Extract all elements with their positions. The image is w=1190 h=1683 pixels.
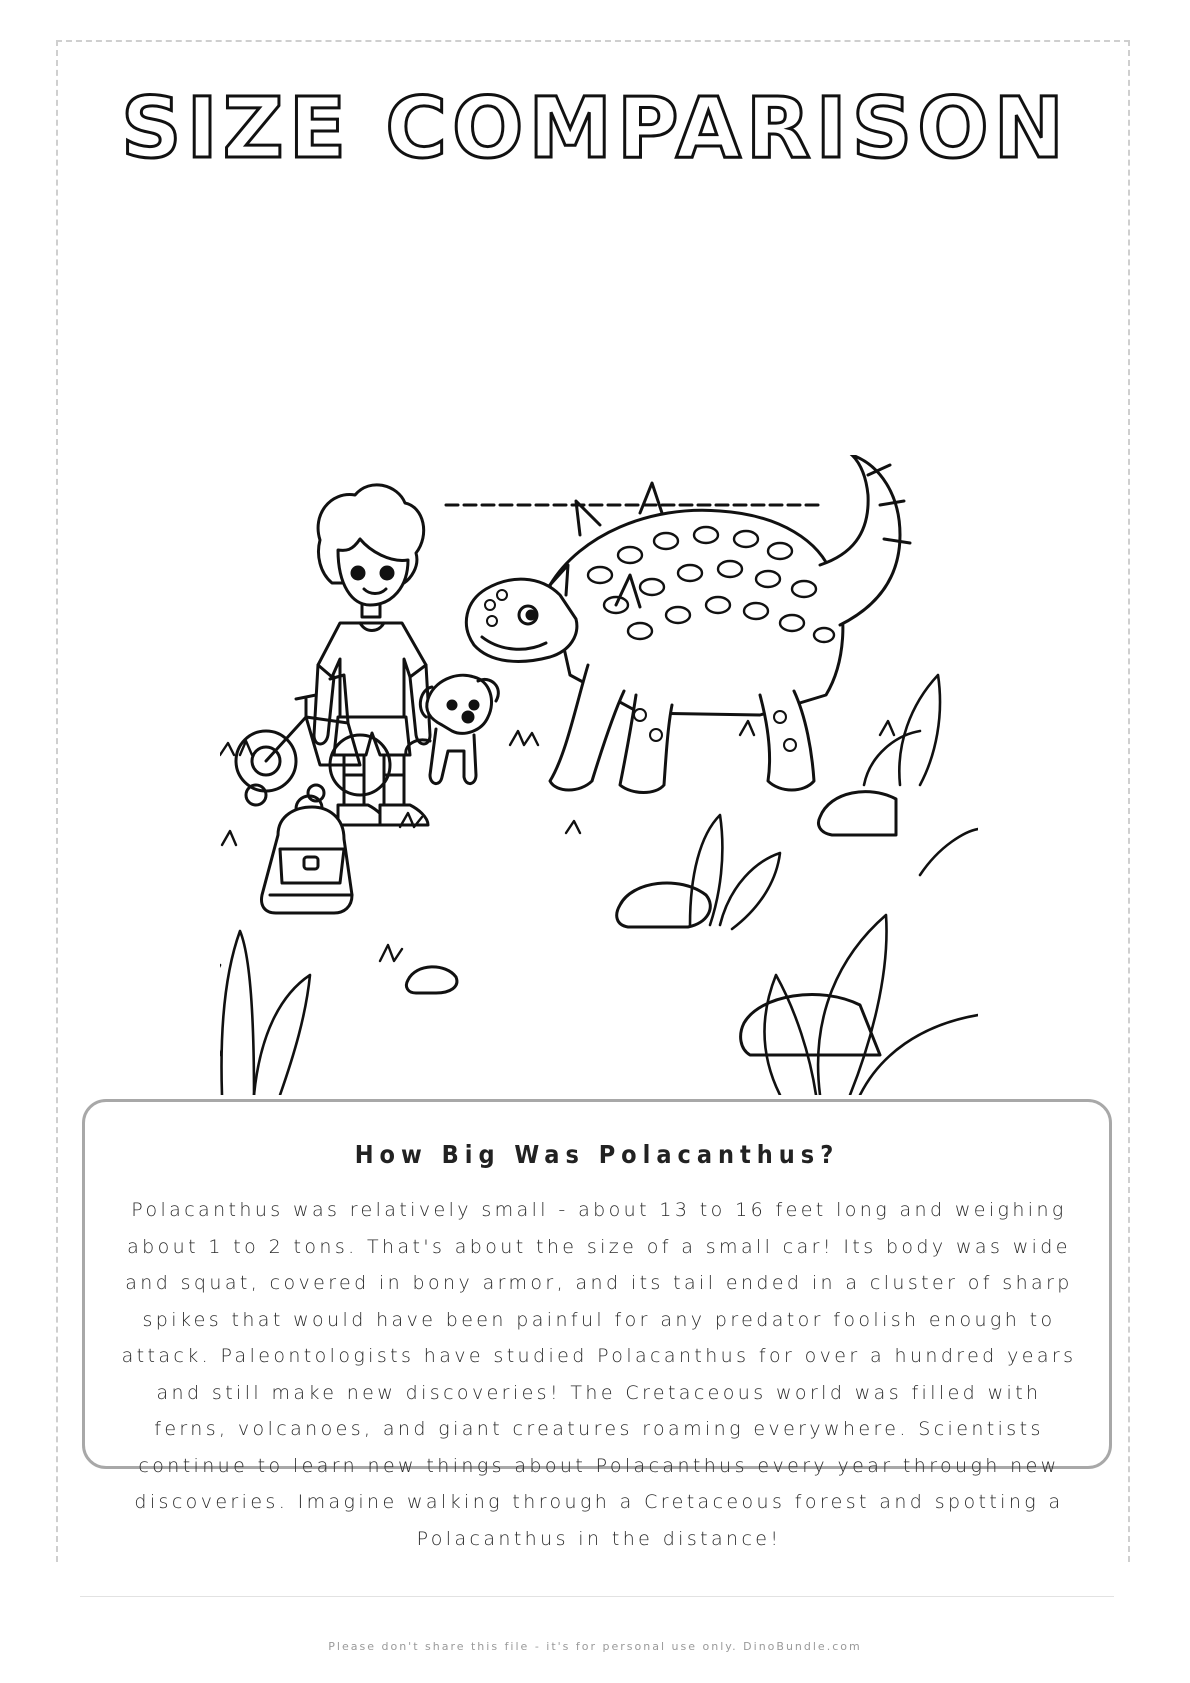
info-card bbox=[82, 1099, 1112, 1550]
footer-divider bbox=[80, 1596, 1114, 1597]
card-heading: How Big Was Polacanthus? bbox=[354, 1140, 840, 1169]
footer-note: Please don't share this file - it's for personal use only. DinoBundle.com bbox=[328, 1640, 862, 1653]
page-title: SIZE COMPARISON bbox=[121, 79, 1069, 177]
card-body-text: Polacanthus was relatively small - about 13 to 16 feet long and weighing about 1 to 2 tons. That's about the size of a small car! Its body was wide and squat, covered in bony armor, and its tail ended in a cluster of sharp spikes that would have been painful for any predator foolish enough to attack. Paleontologists have studied Polacanthus for over a hundred years and still make new discoveries! The Cretaceous world was filled with ferns, volcanoes, and giant creatures roaming everywhere. Scientists continue to learn new things about Polacanthus every year through new discoveries. Imagine walking through a Cretaceous forest and spotting a Polacanthus in the distance! bbox=[121, 1199, 1077, 1550]
dog bbox=[406, 675, 499, 783]
size-comparison-illustration bbox=[220, 455, 978, 1095]
